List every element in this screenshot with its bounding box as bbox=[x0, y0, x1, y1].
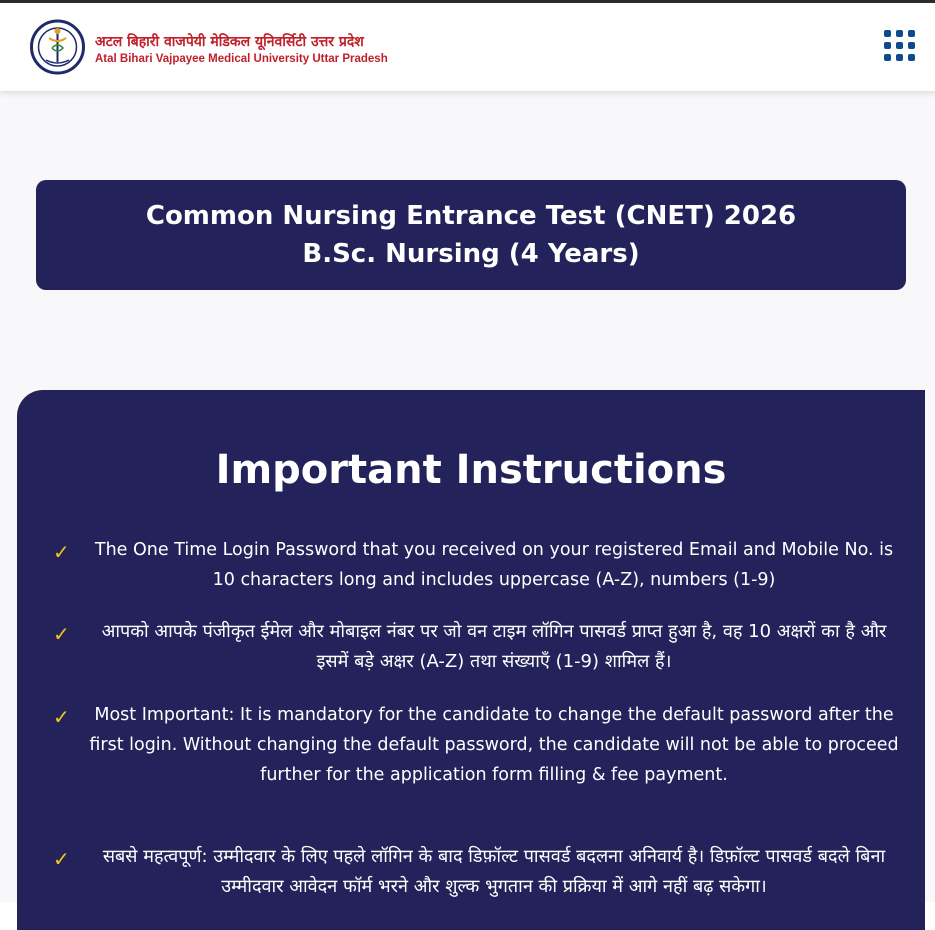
brand-name-hindi[interactable]: अटल बिहारी वाजपेयी मेडिकल यूनिवर्सिटी उत्तर प्रदेश bbox=[95, 34, 364, 50]
menu-dot bbox=[884, 42, 891, 49]
check-icon: ✓ bbox=[53, 705, 70, 729]
site-header bbox=[0, 3, 935, 91]
menu-dot bbox=[896, 54, 903, 61]
grid-menu-icon[interactable] bbox=[884, 30, 924, 68]
menu-dot bbox=[908, 30, 915, 37]
instruction-text: The One Time Login Password that you received on your registered Email and Mobile No. is 10 characters long and includes uppercase (A-Z), numbers (1-9) bbox=[94, 540, 894, 590]
university-emblem-icon[interactable] bbox=[30, 18, 85, 76]
menu-dot bbox=[884, 30, 891, 37]
instructions-card bbox=[17, 390, 925, 930]
brand-name-english[interactable]: Atal Bihari Vajpayee Medical University Uttar Pradesh bbox=[95, 53, 388, 65]
menu-dot bbox=[896, 42, 903, 49]
instruction-text: आपको आपके पंजीकृत ईमेल और मोबाइल नंबर पर जो वन टाइम लॉगिन पासवर्ड प्राप्त हुआ है, वह 10 अक्षरों का है और इसमें बड़े अक्षर (A-Z) तथा संख्याएँ (1-9) शामिल हैं। bbox=[101, 621, 887, 672]
check-icon: ✓ bbox=[53, 540, 70, 564]
exam-title-card bbox=[36, 180, 906, 290]
check-icon: ✓ bbox=[53, 847, 70, 871]
exam-subtitle: B.Sc. Nursing (4 Years) bbox=[302, 239, 640, 269]
check-icon: ✓ bbox=[53, 622, 70, 646]
menu-dot bbox=[908, 42, 915, 49]
instruction-text: सबसे महत्वपूर्ण: उम्मीदवार के लिए पहले लॉगिन के बाद डिफ़ॉल्ट पासवर्ड बदलना अनिवार्य है। डिफ़ॉल्ट पासवर्ड बदले बिना उम्मीदवार आवेदन फॉर्म भरने और शुल्क भुगतान की प्रक्रिया में आगे नहीं बढ़ सकेगा। bbox=[102, 846, 886, 897]
exam-title: Common Nursing Entrance Test (CNET) 2026 bbox=[145, 201, 797, 231]
menu-dot bbox=[896, 30, 903, 37]
menu-dot bbox=[908, 54, 915, 61]
instruction-text: Most Important: It is mandatory for the candidate to change the default password after the first login. Without changing the default password, the candidate will not be able to proceed further for the application form filling & fee payment. bbox=[89, 705, 899, 785]
instructions-heading: Important Instructions bbox=[215, 447, 727, 493]
menu-dot bbox=[884, 54, 891, 61]
